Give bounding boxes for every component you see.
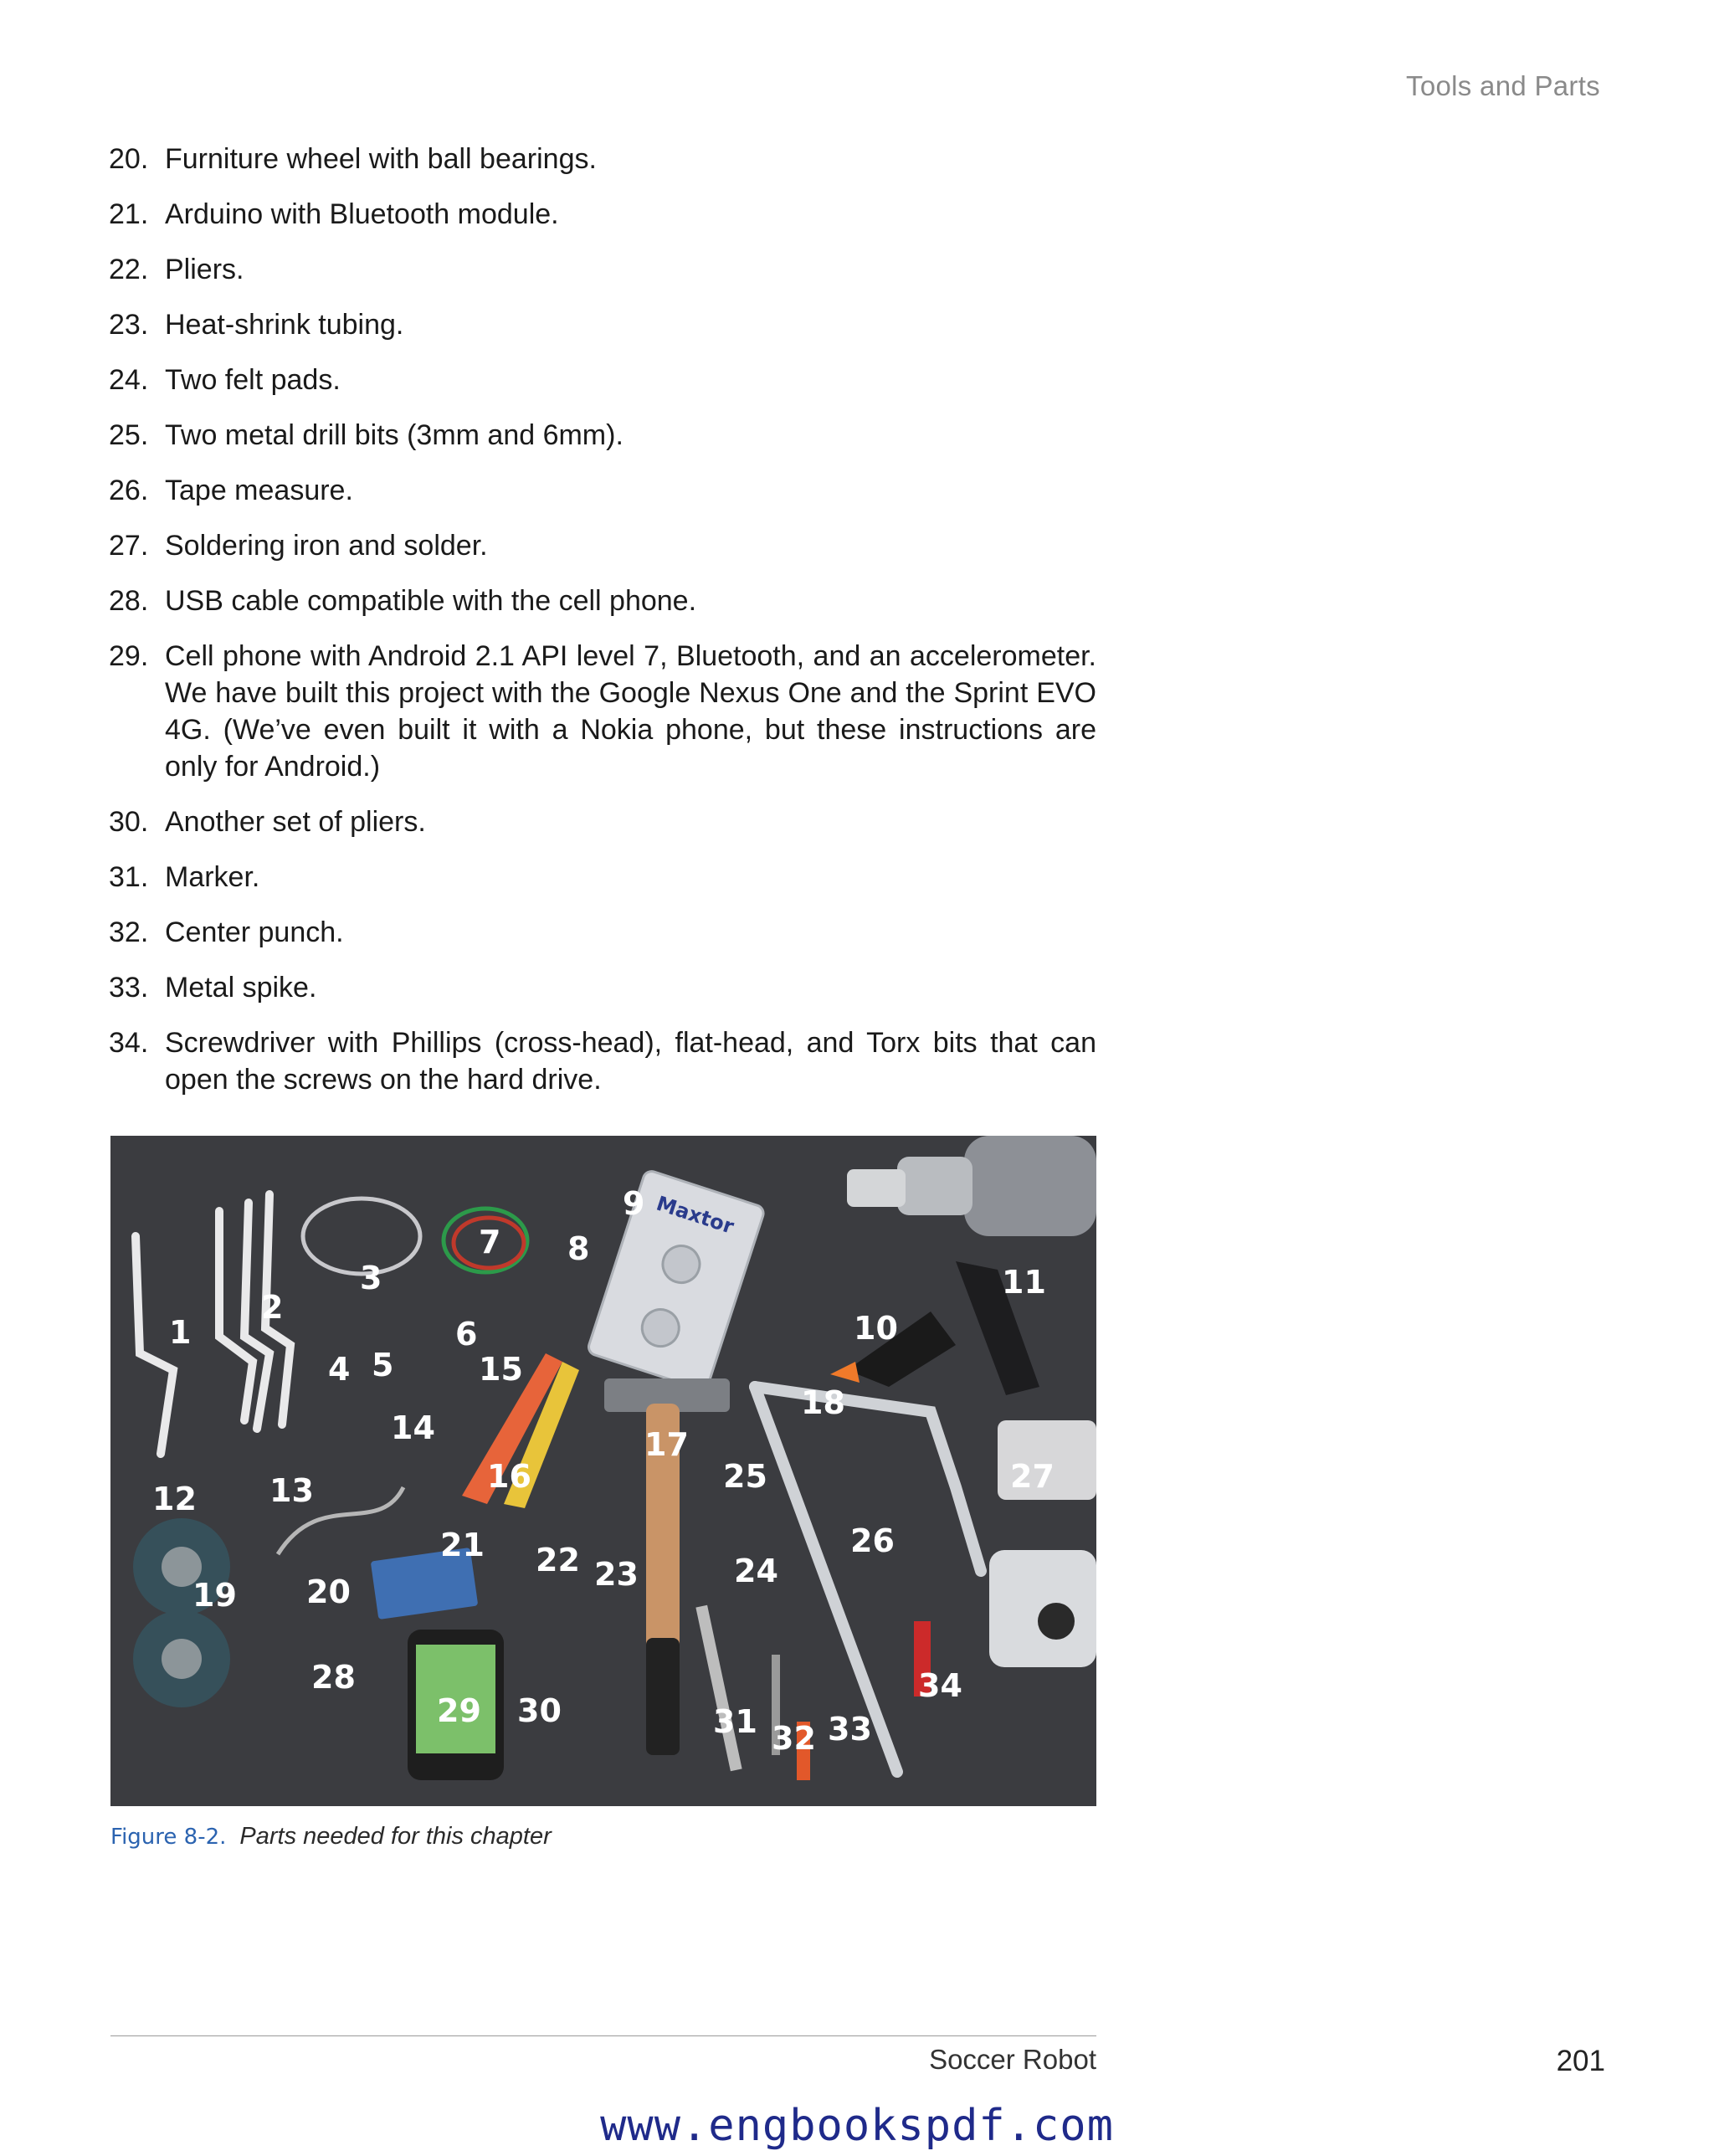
parts-list-text: Heat-shrink tubing. bbox=[165, 309, 404, 341]
parts-list-item bbox=[109, 638, 1096, 785]
parts-list-number: 31. bbox=[109, 861, 149, 893]
page-number: 201 bbox=[1556, 2045, 1605, 2077]
parts-list-number: 22. bbox=[109, 254, 149, 285]
figure-label: 9 bbox=[623, 1185, 645, 1222]
footer-rule bbox=[110, 2035, 1096, 2036]
figure-label: 20 bbox=[306, 1573, 351, 1610]
figure-label: 21 bbox=[440, 1527, 485, 1563]
figure-label: 27 bbox=[1010, 1458, 1055, 1495]
figure-label: 34 bbox=[918, 1667, 962, 1704]
parts-list-item bbox=[109, 1024, 1096, 1098]
figure-label: 23 bbox=[594, 1556, 639, 1593]
parts-list-text: Cell phone with Android 2.1 API level 7, Bluetooth, and an accelerometer. We have built this project with the Google Nexus One and the Sprint EVO 4G. (We’ve even built it with a Nokia phone, but these instructions are only for Android.) bbox=[165, 640, 1096, 783]
figure-label: 24 bbox=[734, 1553, 778, 1589]
parts-list-text: Metal spike. bbox=[165, 972, 317, 1004]
figure-label: 19 bbox=[192, 1577, 237, 1614]
parts-list-item bbox=[109, 141, 1096, 177]
parts-list-item bbox=[109, 803, 1096, 840]
figure-label: 28 bbox=[311, 1659, 356, 1696]
parts-list-item bbox=[109, 362, 1096, 398]
parts-list-number: 25. bbox=[109, 419, 149, 451]
figure-label: 14 bbox=[391, 1409, 435, 1446]
parts-list-item bbox=[109, 251, 1096, 288]
parts-list bbox=[109, 141, 1096, 1116]
parts-list-item bbox=[109, 196, 1096, 233]
figure-label: 31 bbox=[713, 1703, 757, 1740]
parts-list-number: 29. bbox=[109, 640, 149, 672]
figure-label: 18 bbox=[801, 1384, 845, 1421]
figure-label: 1 bbox=[169, 1314, 192, 1351]
parts-list-number: 20. bbox=[109, 143, 149, 175]
parts-list-item bbox=[109, 583, 1096, 619]
figure-label: 29 bbox=[437, 1692, 481, 1729]
figure-label: 25 bbox=[723, 1458, 767, 1495]
figure-label: 11 bbox=[1002, 1264, 1046, 1301]
figure-label: 4 bbox=[328, 1351, 351, 1388]
parts-list-text: USB cable compatible with the cell phone. bbox=[165, 585, 697, 617]
parts-list-number: 24. bbox=[109, 364, 149, 396]
parts-list-text: Pliers. bbox=[165, 254, 244, 285]
figure-label: 12 bbox=[152, 1481, 197, 1517]
parts-list-text: Arduino with Bluetooth module. bbox=[165, 198, 559, 230]
running-header: Tools and Parts bbox=[1406, 70, 1600, 101]
parts-list-text: Marker. bbox=[165, 861, 260, 893]
svg-text:Maxtor: Maxtor bbox=[653, 1191, 737, 1239]
parts-list-number: 26. bbox=[109, 475, 149, 506]
parts-list-number: 30. bbox=[109, 806, 149, 838]
figure-label: 3 bbox=[360, 1260, 382, 1296]
figure-label: 16 bbox=[487, 1458, 531, 1495]
figure-label: 30 bbox=[517, 1692, 562, 1729]
figure-label: 8 bbox=[567, 1230, 590, 1267]
footer-chapter-title: Soccer Robot bbox=[929, 2044, 1096, 2075]
parts-list-number: 34. bbox=[109, 1027, 149, 1059]
parts-list-number: 23. bbox=[109, 309, 149, 341]
parts-list-text: Furniture wheel with ball bearings. bbox=[165, 143, 597, 175]
parts-list-number: 28. bbox=[109, 585, 149, 617]
parts-list-item bbox=[109, 306, 1096, 343]
figure-caption-text: Parts needed for this chapter bbox=[239, 1823, 552, 1850]
parts-list-number: 32. bbox=[109, 916, 149, 948]
figure-caption bbox=[110, 1823, 552, 1851]
parts-list-number: 27. bbox=[109, 530, 149, 562]
figure-label: 22 bbox=[536, 1542, 580, 1578]
figure-label: 7 bbox=[479, 1224, 501, 1260]
parts-list-item bbox=[109, 527, 1096, 564]
figure-label: 10 bbox=[854, 1310, 898, 1347]
parts-list-number: 21. bbox=[109, 198, 149, 230]
figure-label: 15 bbox=[479, 1351, 523, 1388]
figure-label: 17 bbox=[644, 1426, 689, 1463]
figure-label: 5 bbox=[372, 1347, 394, 1383]
parts-list-item bbox=[109, 417, 1096, 454]
parts-list-text: Two felt pads. bbox=[165, 364, 341, 396]
figure-label: 33 bbox=[828, 1711, 872, 1748]
figure-label: 6 bbox=[455, 1316, 478, 1353]
figure-label: 26 bbox=[850, 1522, 895, 1559]
parts-list-item bbox=[109, 914, 1096, 951]
figure-label: 32 bbox=[772, 1720, 816, 1757]
parts-list-item bbox=[109, 472, 1096, 509]
figure-caption-label: Figure 8-2. bbox=[110, 1825, 227, 1850]
parts-list-text: Tape measure. bbox=[165, 475, 353, 506]
figure-label: 2 bbox=[261, 1289, 284, 1326]
figure-label: 13 bbox=[269, 1472, 314, 1509]
parts-list-text: Two metal drill bits (3mm and 6mm). bbox=[165, 419, 624, 451]
parts-list-text: Center punch. bbox=[165, 916, 344, 948]
parts-list-text: Screwdriver with Phillips (cross-head), flat-head, and Torx bits that can open the screws on the hard drive. bbox=[165, 1027, 1096, 1096]
parts-list-item bbox=[109, 859, 1096, 896]
parts-list-text: Soldering iron and solder. bbox=[165, 530, 488, 562]
watermark-link[interactable]: www.engbookspdf.com bbox=[600, 2101, 1114, 2151]
parts-list-number: 33. bbox=[109, 972, 149, 1004]
parts-photo-illustration bbox=[110, 1136, 1096, 1806]
parts-list-text: Another set of pliers. bbox=[165, 806, 426, 838]
parts-list-item bbox=[109, 969, 1096, 1006]
parts-photo bbox=[110, 1136, 1096, 1806]
